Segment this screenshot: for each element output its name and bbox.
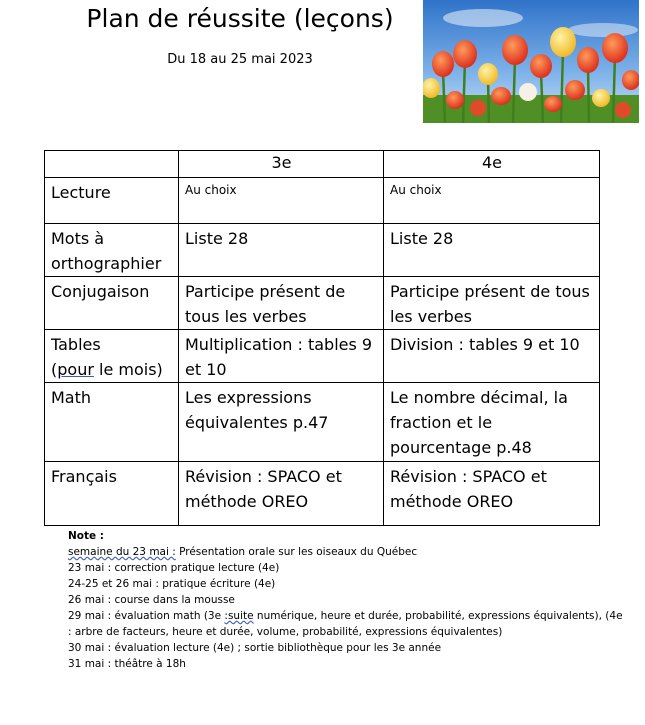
- cell-3e: Les expressions équivalentes p.47: [179, 383, 384, 462]
- row-label: Math: [45, 383, 179, 462]
- note-math-c: numérique, heure et durée, probabilité, expressions équivalents), (4e : arbre de facteurs, heure et durée, volume, probabilité, expressions équivalentes): [68, 610, 623, 638]
- lesson-plan-table: [44, 150, 600, 526]
- header-3e: 3e: [179, 151, 384, 178]
- cell-3e: Participe présent de tous les verbes: [179, 277, 384, 330]
- table-row: [45, 383, 600, 462]
- note-line: [68, 608, 628, 640]
- note-line: 31 mai : théâtre à 18h: [68, 658, 186, 670]
- cell-4e: Révision : SPACO et méthode OREO: [384, 462, 600, 526]
- table-row: [45, 277, 600, 330]
- table-row: [45, 178, 600, 224]
- cell-4e: Au choix: [384, 178, 600, 224]
- table-row: [45, 462, 600, 526]
- row-label-rest: le mois): [93, 360, 163, 379]
- date-range: Du 18 au 25 mai 2023: [167, 52, 313, 67]
- row-label: Lecture: [45, 178, 179, 224]
- note-line: 26 mai : course dans la mousse: [68, 594, 235, 606]
- note-week-label: semaine du 23 mai :: [68, 546, 176, 558]
- note-math-a: 29 mai : évaluation math (3e: [68, 610, 225, 622]
- row-label: Mots à orthographier: [45, 224, 179, 277]
- tulips-photo: [423, 0, 639, 123]
- notes-title: Note :: [68, 530, 104, 542]
- note-line: 23 mai : correction pratique lecture (4e): [68, 562, 280, 574]
- row-label: Français: [45, 462, 179, 526]
- row-label: [45, 330, 179, 383]
- row-label: Conjugaison: [45, 277, 179, 330]
- row-label-pour: pour: [57, 360, 94, 379]
- note-math-b: :suite: [224, 610, 254, 622]
- notes-section: [68, 528, 628, 672]
- cell-4e: Division : tables 9 et 10: [384, 330, 600, 383]
- table-row: [45, 330, 600, 383]
- cell-3e: Multiplication : tables 9 et 10: [179, 330, 384, 383]
- header-4e: 4e: [384, 151, 600, 178]
- document-title: Plan de réussite (leçons): [86, 4, 394, 33]
- note-line: [68, 544, 628, 560]
- cell-3e: Au choix: [179, 178, 384, 224]
- note-line: 30 mai : évaluation lecture (4e) ; sortie bibliothèque pour les 3e année: [68, 642, 442, 654]
- cell-4e: Le nombre décimal, la fraction et le pourcentage p.48: [384, 383, 600, 462]
- table-row: [45, 224, 600, 277]
- cell-4e: Liste 28: [384, 224, 600, 277]
- cell-3e: Révision : SPACO et méthode OREO: [179, 462, 384, 526]
- row-label-line1: Tables: [51, 335, 101, 354]
- cell-4e: Participe présent de tous les verbes: [384, 277, 600, 330]
- table-header-row: [45, 151, 600, 178]
- note-line: 24-25 et 26 mai : pratique écriture (4e): [68, 578, 276, 590]
- note-week-text: Présentation orale sur les oiseaux du Québec: [175, 546, 418, 558]
- header-empty-cell: [45, 151, 179, 178]
- row-label-paren-open: (: [51, 360, 58, 379]
- cell-3e: Liste 28: [179, 224, 384, 277]
